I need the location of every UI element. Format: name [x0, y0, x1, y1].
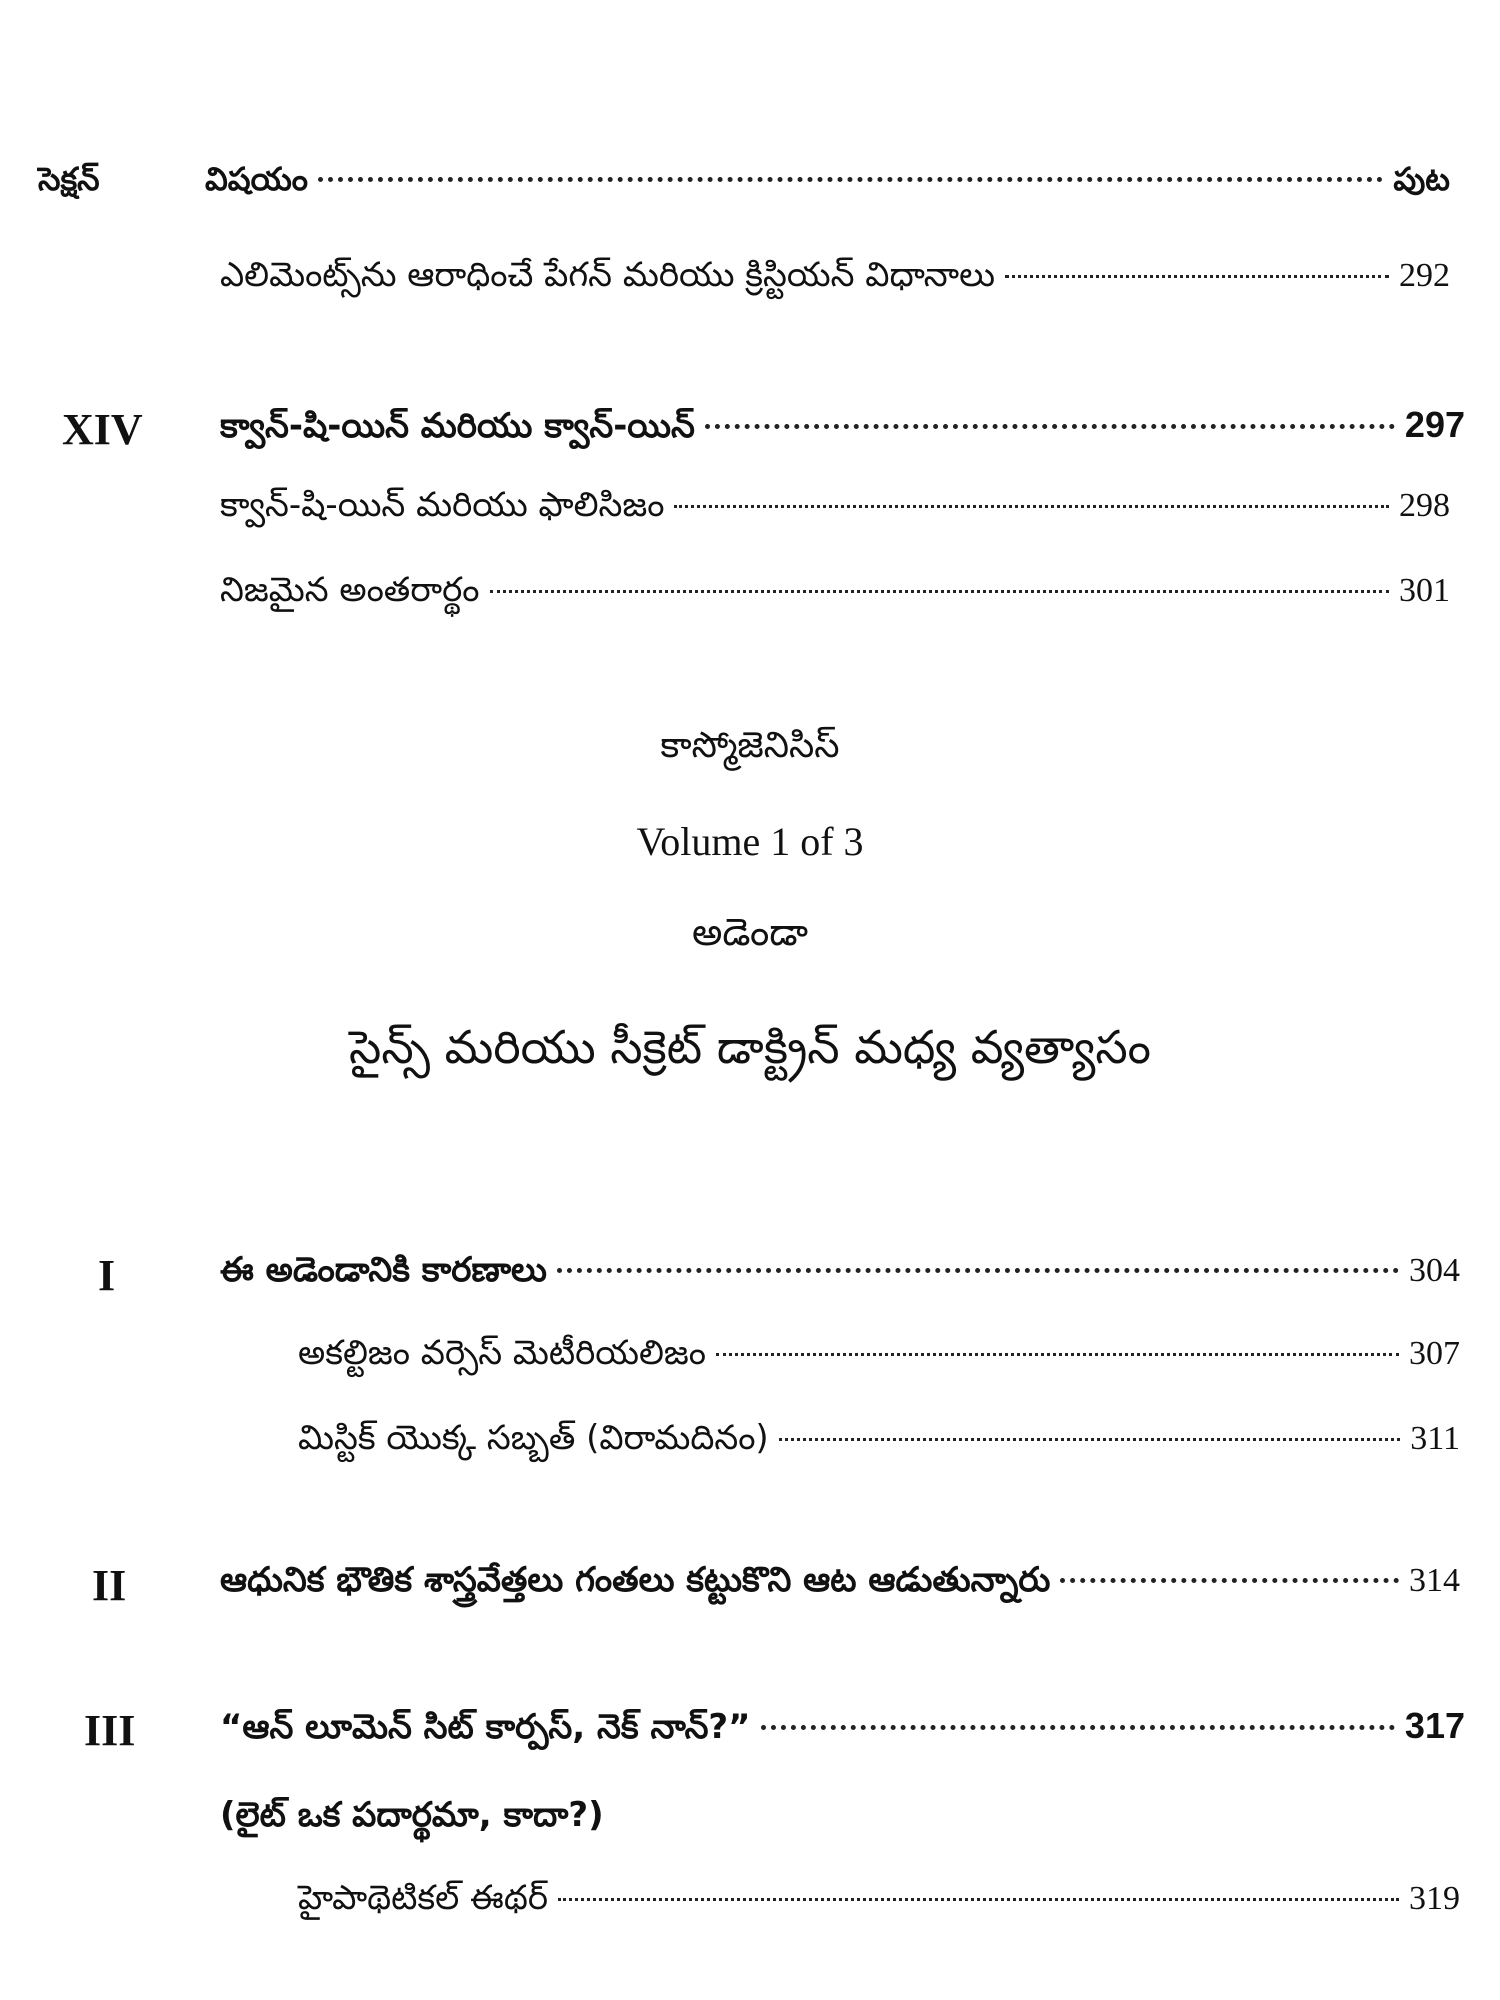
volume-label: Volume 1 of 3	[636, 819, 864, 864]
addenda-subtitle: సైన్స్ మరియు సీక్రెట్ డాక్ట్రిన్ మధ్య వ్యత్యాసం	[349, 1020, 1151, 1074]
section-page: 314	[1409, 1562, 1460, 1599]
entry-title: క్వాన్-షి-యిన్ మరియు ఫాలిసిజం	[220, 485, 665, 525]
toc-entry	[298, 1418, 1460, 1466]
section-subtitle: (లైట్ ఒక పదార్థమా, కాదా?)	[220, 1795, 604, 1835]
section-number: XIV	[62, 405, 143, 454]
subject-column-label: విషయం	[205, 160, 308, 198]
entry-page: 298	[1399, 487, 1450, 524]
entry-page: 301	[1399, 572, 1450, 609]
dot-leader	[490, 590, 1389, 593]
entry-title: హైపాథెటికల్ ఈథర్	[298, 1878, 548, 1918]
toc-section-entry	[220, 1250, 1460, 1298]
section-title-line2	[220, 1795, 604, 1843]
section-page: 317	[1404, 1705, 1465, 1746]
toc-entry	[220, 485, 1450, 533]
section-page: 304	[1409, 1252, 1460, 1289]
header-subject-row	[205, 160, 1450, 206]
entry-page: 307	[1409, 1335, 1460, 1372]
dot-leader	[1005, 275, 1389, 278]
dot-leader	[779, 1438, 1401, 1441]
dot-leader	[705, 424, 1395, 429]
section-title: ఆధునిక భౌతిక శాస్త్రవేత్తలు గంతలు కట్టుకొని ఆట ఆడుతున్నారు	[220, 1560, 1051, 1600]
dot-leader	[1060, 1578, 1399, 1583]
part-title: కాస్మోజెనిసిస్	[660, 725, 840, 766]
dot-leader	[557, 1268, 1399, 1273]
section-number: III	[84, 1706, 136, 1755]
dot-leader	[674, 505, 1389, 508]
entry-page: 319	[1409, 1880, 1460, 1917]
dot-leader	[558, 1898, 1399, 1901]
entry-title: ఎలిమెంట్స్‌ను ఆరాధించే పేగన్ మరియు క్రిస్టియన్ విధానాలు	[220, 255, 995, 295]
toc-entry	[298, 1333, 1460, 1381]
toc-entry	[298, 1878, 1460, 1926]
page-column-label: పుట	[1393, 160, 1450, 198]
section-title: “ఆన్ లూమెన్ సిట్ కార్పస్, నెక్ నాన్?”	[220, 1707, 751, 1747]
entry-page: 292	[1399, 257, 1450, 294]
toc-entry	[220, 255, 1450, 303]
addenda-heading: అడెండా	[692, 910, 808, 954]
section-number: II	[92, 1561, 127, 1610]
section-title: క్వాన్-షి-యిన్ మరియు క్వాన్-యిన్	[220, 406, 695, 446]
dot-leader	[716, 1353, 1399, 1356]
dot-leader	[761, 1725, 1395, 1730]
entry-title: నిజమైన అంతరార్థం	[220, 570, 480, 610]
entry-title: అకల్టిజం వర్సెస్ మెటీరియలిజం	[298, 1333, 707, 1373]
toc-section-entry	[220, 1705, 1465, 1755]
toc-entry	[220, 570, 1450, 618]
section-title: ఈ అడెండానికి కారణాలు	[220, 1250, 547, 1290]
toc-section-entry	[220, 1560, 1460, 1608]
entry-title: మిస్టిక్ యొక్క సబ్బత్ (విరామదినం)	[298, 1418, 769, 1458]
section-page: 297	[1404, 404, 1465, 445]
toc-section-entry	[220, 404, 1465, 454]
section-number: I	[98, 1251, 116, 1300]
entry-page: 311	[1410, 1420, 1460, 1457]
section-column-label: సెక్షన్	[38, 160, 100, 198]
dot-leader	[318, 177, 1383, 182]
